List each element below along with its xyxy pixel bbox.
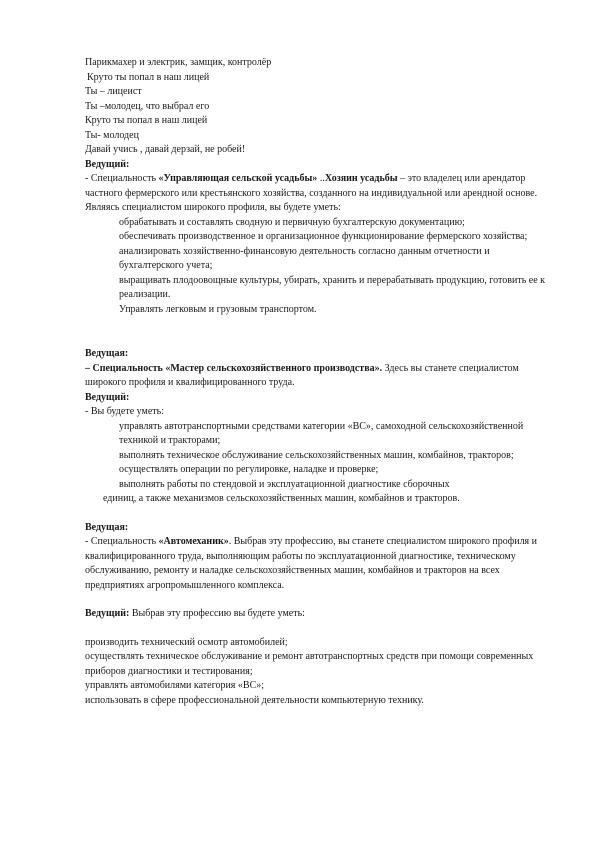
section-paragraph: - Специальность «Автомеханик». Выбрав эту профессию, вы станете специалистом широкого профиля и квалифицированного труда, выполняющим работы по эксплуатационной диагностике, техническому обслуживанию, ремонту и наладке сельскохозяйственных машин, комбайнов и тракторов на всех предприятиях агропромышленного комплекса. — [85, 536, 538, 591]
section-paragraph: - Специальность «Управляющая сельской усадьбы» ..Хозяин усадьбы – это владелец или арендатор частного фермерского или крестьянского хозяйства, созданного на индивидуальной или арендной основе. Являясь специалистом широкого профиля, вы будете уметь: — [85, 173, 538, 213]
skill-item: выполнять техническое обслуживание сельскохозяйственных машин, комбайнов, тракторов; — [119, 449, 514, 461]
spacer — [85, 507, 555, 521]
skill-item: обрабатывать и составлять сводную и первичную бухгалтерскую документацию; — [119, 216, 465, 228]
document-body — [85, 56, 555, 708]
speaker-label: Ведущий: — [85, 391, 130, 403]
section-intro: - Вы будете уметь: — [85, 406, 164, 417]
poem-line: Круто ты попал в наш лицей — [87, 71, 210, 83]
skill-item: Управлять легковым и грузовым транспортом. — [119, 303, 317, 315]
poem-line: Давай учись , давай дерзай, не робей! — [85, 144, 246, 155]
skill-item: анализировать хозяйственно-финансовую деятельность согласно данным отчетности и бухгалтерского учета; — [119, 245, 490, 271]
skill-item: обеспечивать производственное и организационное функционирование фермерского хозяйства; — [119, 231, 528, 242]
speaker-line: Ведущий: Выбрав эту профессию вы будете уметь: — [85, 608, 305, 619]
poem-line: Круто ты попал в наш лицей — [85, 115, 208, 126]
speaker-label: Ведущая: — [85, 521, 129, 533]
poem-line: Ты – лицеист — [85, 86, 142, 97]
skill-item: осуществлять техническое обслуживание и ремонт автотранспортных средств при помощи современных приборов диагностики и тестирования; — [85, 651, 534, 677]
poem-line: Ты –молодец, что выбрал его — [85, 100, 210, 112]
speaker-label: Ведущая: — [85, 348, 129, 359]
spacer — [85, 317, 555, 347]
poem-line: Парикмахер и электрик, замщик, контролёр — [85, 57, 272, 68]
skill-item: управлять автомобилями категория «ВС»; — [85, 680, 265, 691]
skill-item: выращивать плодоовощные культуры, убирать, хранить и перерабатывать продукцию, готовить ее к реализации. — [119, 274, 545, 300]
skill-item: выполнять работы по стендовой и эксплуатационной диагностике сборочных — [119, 478, 450, 490]
skill-item-continuation: единиц, а также механизмов сельскохозяйственных машин, комбайнов и тракторов. — [103, 493, 460, 504]
skill-item: осуществлять операции по регулировке, наладке и проверке; — [119, 464, 379, 475]
skill-item: использовать в сфере профессиональной деятельности компьютерную технику. — [85, 694, 424, 706]
skill-item: управлять автотранспортными средствами категории «ВС», самоходной сельскохозяйственной техникой и тракторами; — [119, 420, 524, 446]
speaker-label: Ведущий: — [85, 158, 130, 170]
skill-item: производить технический осмотр автомобилей; — [85, 636, 288, 648]
section-paragraph: – Специальность «Мастер сельскохозяйственного производства». Здесь вы станете специалистом широкого профиля и квалифицированного труда. — [85, 362, 519, 388]
spacer — [85, 622, 555, 636]
poem-line: Ты- молодец — [85, 129, 139, 141]
spacer — [85, 593, 555, 607]
